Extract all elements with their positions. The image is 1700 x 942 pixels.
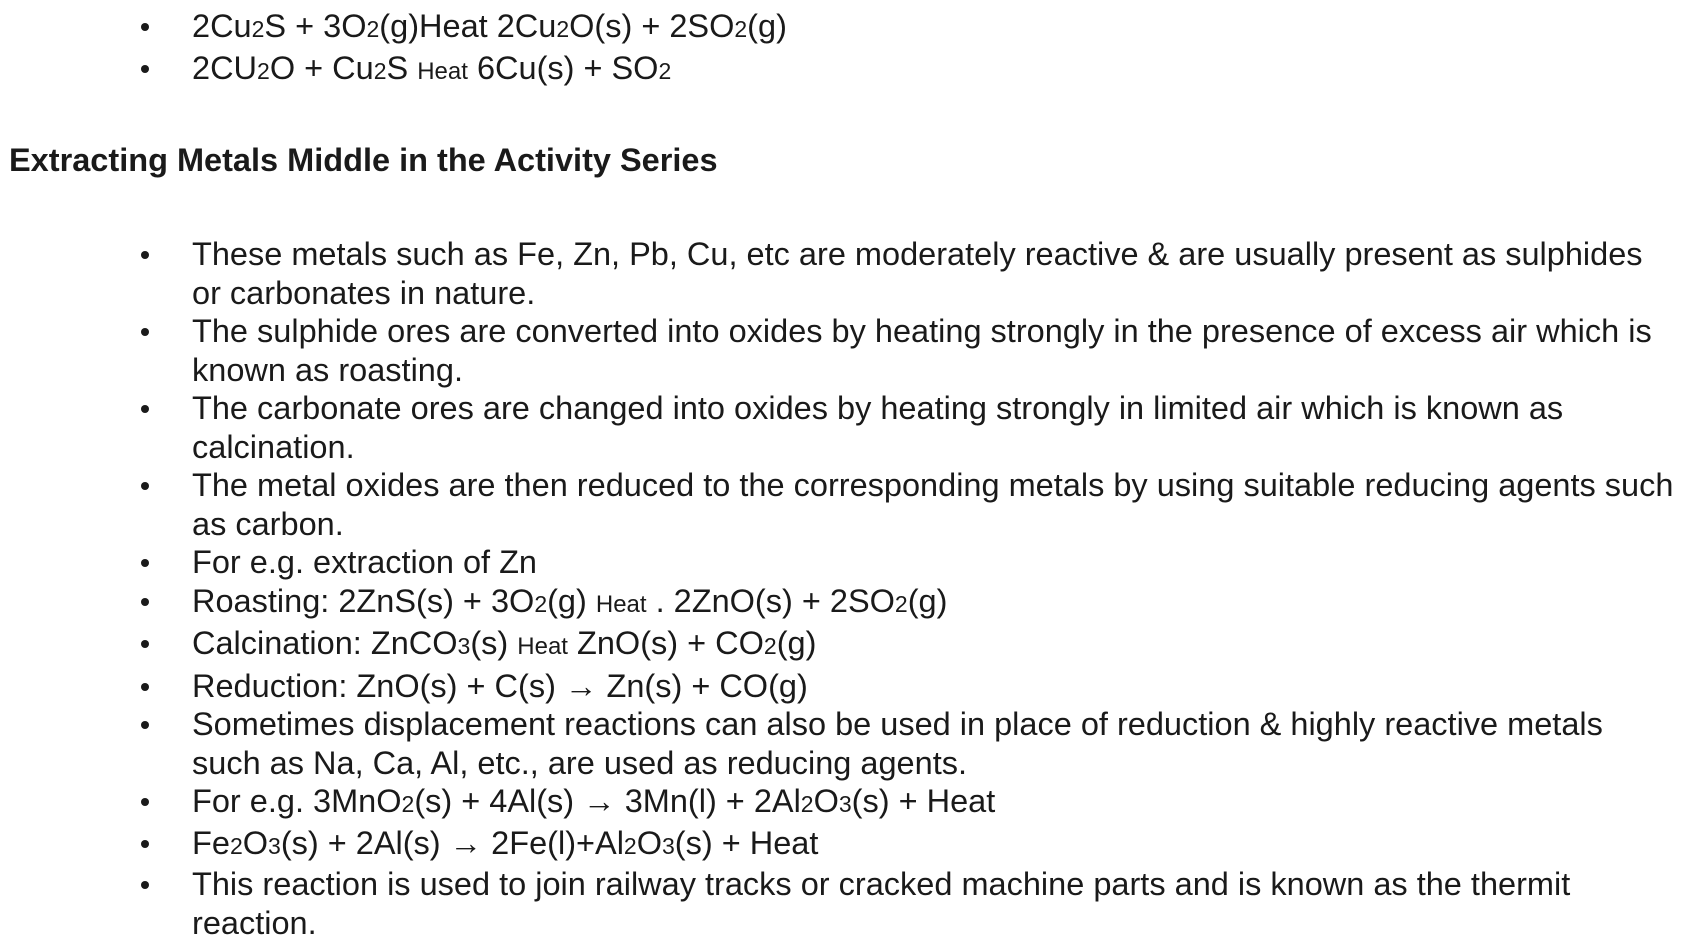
bullet-item <box>0 466 1700 543</box>
section-heading: Extracting Metals Middle in the Activity Series <box>9 142 718 178</box>
text-run: (s) + Heat <box>851 783 996 819</box>
text-run: 2Cu <box>192 8 252 44</box>
subscript: 2 <box>373 57 387 84</box>
bullet-item <box>0 582 1700 625</box>
subscript: 2 <box>257 57 270 84</box>
text-run: . 2ZnO(s) + 2SO <box>646 582 895 619</box>
bullet-item <box>0 389 1700 466</box>
bullet-dot-icon <box>141 482 149 490</box>
subscript: 2 <box>658 57 672 84</box>
bullet-item <box>0 824 1700 866</box>
bullet-dot-icon <box>141 559 149 567</box>
bullet-item <box>0 782 1700 824</box>
text-run: The carbonate ores are changed into oxides by heating strongly in limited air which is known as calcination. <box>192 390 1564 465</box>
text-run: (g) <box>776 625 817 661</box>
text-run: O <box>813 783 839 819</box>
text-run: Roasting: 2ZnS(s) + 3O <box>192 582 535 619</box>
text-run: O(s) + 2SO <box>569 8 735 44</box>
text-run: 6Cu(s) + SO <box>467 49 659 86</box>
subscript: 2 <box>229 832 243 859</box>
text-run: Calcination: ZnCO <box>192 625 458 661</box>
bullet-dot-icon <box>141 23 149 31</box>
subscript: 2 <box>800 791 814 817</box>
subscript: 2 <box>556 16 570 42</box>
text-run: Sometimes displacement reactions can also be used in place of reduction & highly reactive metals such as Na, Ca, Al, etc., are used as reducing agents. <box>192 706 1603 781</box>
text-run: O <box>636 824 662 861</box>
bullet-item <box>0 865 1700 942</box>
text-run: The metal oxides are then reduced to the corresponding metals by using suitable reducing agents such as carbon. <box>192 467 1674 542</box>
bullet-item <box>0 667 1700 706</box>
bullet-dot-icon <box>141 881 149 889</box>
text-run: S <box>386 49 418 86</box>
text-run: (s) + Heat <box>674 824 819 861</box>
bullet-dot-icon <box>141 721 149 729</box>
subscript: 2 <box>366 16 380 42</box>
bullet-dot-icon <box>141 405 149 413</box>
equation-list <box>0 7 1700 91</box>
text-run: The sulphide ores are converted into oxides by heating strongly in the presence of excess air which is known as roasting. <box>192 313 1652 388</box>
text-run: (g)Heat 2Cu <box>379 8 557 44</box>
text-run: (g) <box>747 8 787 44</box>
subscript: 3 <box>662 832 675 859</box>
text-run: S + 3O <box>264 8 367 44</box>
heat-label: Heat <box>417 57 468 85</box>
text-run: For e.g. extraction of Zn <box>192 544 538 580</box>
subscript: 2 <box>251 16 265 42</box>
subscript: 3 <box>457 633 471 659</box>
equation-item <box>0 7 1700 49</box>
bullet-item <box>0 235 1700 312</box>
subscript: 2 <box>401 791 415 817</box>
bullet-item <box>0 543 1700 582</box>
text-run: ZnO(s) + CO <box>567 625 764 661</box>
bullet-item <box>0 624 1700 667</box>
text-run: Reduction: ZnO(s) + C(s) → Zn(s) + CO(g) <box>192 667 808 704</box>
text-run: O + Cu <box>269 49 374 86</box>
subscript: 2 <box>734 16 748 42</box>
bullet-dot-icon <box>141 251 149 259</box>
heat-label: Heat <box>517 633 568 660</box>
bullet-item <box>0 312 1700 389</box>
text-run: Fe <box>192 824 230 861</box>
subscript: 2 <box>763 633 777 659</box>
subscript: 3 <box>268 832 281 859</box>
text-run: 2CU <box>192 49 258 86</box>
bullet-dot-icon <box>141 840 149 848</box>
text-run: This reaction is used to join railway tracks or cracked machine parts and is known as the thermit reaction. <box>192 866 1571 941</box>
text-run: These metals such as Fe, Zn, Pb, Cu, etc are moderately reactive & are usually present as sulphides or carbonates in nature. <box>192 236 1643 311</box>
text-run: (s) + 4Al(s) → 3Mn(l) + 2Al <box>414 783 801 819</box>
text-run: (s) <box>470 625 518 661</box>
bullet-dot-icon <box>141 640 149 648</box>
subscript: 2 <box>623 832 637 859</box>
bullet-item <box>0 705 1700 782</box>
bullet-list <box>0 235 1700 942</box>
text-run: For e.g. 3MnO <box>192 783 402 819</box>
equation-item <box>0 49 1700 92</box>
heat-label: Heat <box>595 590 647 618</box>
subscript: 2 <box>894 590 908 617</box>
bullet-dot-icon <box>141 798 149 806</box>
bullet-dot-icon <box>141 65 149 73</box>
subscript: 2 <box>534 590 548 617</box>
text-run: (g) <box>547 582 596 619</box>
bullet-dot-icon <box>141 598 149 606</box>
text-run: O <box>242 824 269 861</box>
subscript: 3 <box>838 791 852 817</box>
text-run: (g) <box>907 582 948 619</box>
bullet-dot-icon <box>141 683 149 691</box>
text-run: (s) + 2Al(s) → 2Fe(l)+Al <box>280 824 624 861</box>
bullet-dot-icon <box>141 328 149 336</box>
